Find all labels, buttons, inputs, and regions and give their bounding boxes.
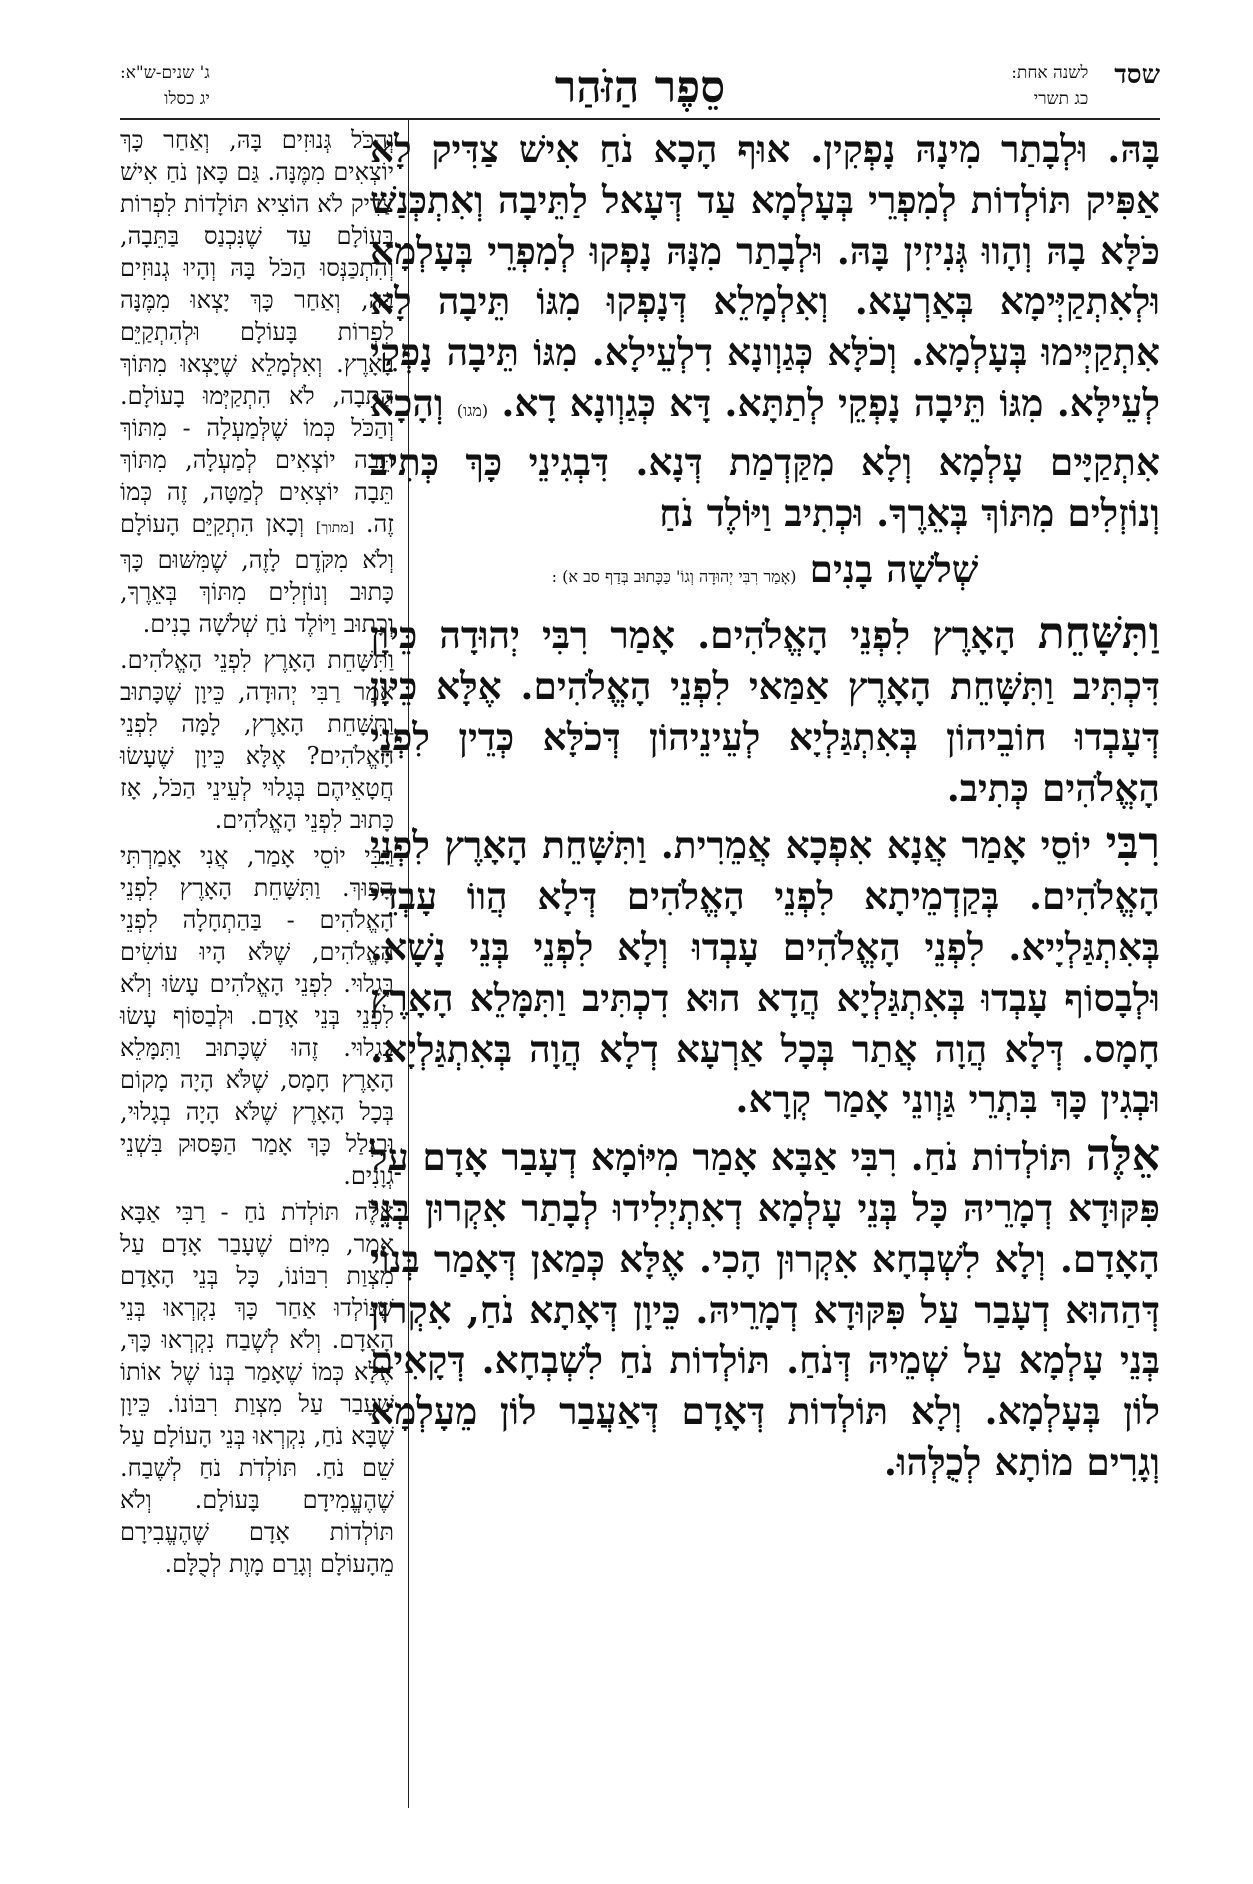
page-header: [120, 60, 1160, 118]
schedule-one-year: [1011, 60, 1088, 112]
header-divider: [120, 118, 1160, 120]
main-paragraph-2: [370, 609, 1160, 813]
book-title: סֵפֶר הַזֹּהַר: [554, 62, 726, 113]
page-number: שסד: [1114, 60, 1160, 90]
main-paragraph-4-text: תּוֹלְדוֹת נֹחַ. רִבִּי אַבָּא אָמַר מִיּוֹמָא דְעָבַר אָדָם עַל פִּקּוּדָא דְמָרֵיהּ כָּל בְּנֵי עָלְמָא דְאִתְיְלִידוּ לְבָתַר אִקְרוּן בְּנֵי הָאָדָם. וְלָא לִשְׁבְחָא אִקְרוּן הָכִי. אֶלָּא כְּמַאן דְּאָמַר בְּנוֹי דְּהַהוּא דְעָבַר עַל פִּקּוּדָא דְמָרֵיהּ. כֵּיוָן דְּאָתָא נֹחַ, אִקְרוּן בְּנֵי עָלְמָא עַל שְׁמֵיהּ דְּנֹחַ. תּוֹלְדוֹת נֹחַ לִשְׁבְחָא. דְּקָאִים לוֹן בְּעָלְמָא. וְלָא תּוֹלְדוֹת דְּאָדָם דְּאַעֲבַר לוֹן מֵעָלְמָא וְגָרִים מוֹתָא לְכֻלְּהוּ.: [370, 1135, 1160, 1484]
side-paragraph-4: אֵלֶּה תּוֹלְדֹת נֹחַ - רַבִּי אַבָּא אָמַר, מִיּוֹם שֶׁעָבַר אָדָם עַל מִצְוַת רִבּוֹנוֹ, כָּל בְּנֵי הָאָדָם שֶׁנּוֹלְדוּ אַחַר כָּךְ נִקְרְאוּ בְּנֵי הָאָדָם. וְלֹא לְשֶׁבַח נִקְרְאוּ כָּךְ, אֶלָּא כְּמוֹ שֶׁאָמַר בְּנוֹ שֶׁל אוֹתוֹ שֶׁעָבַר עַל מִצְוַת רִבּוֹנוֹ. כֵּיוָן שֶׁבָּא נֹחַ, נִקְרְאוּ בְּנֵי הָעוֹלָם עַל שֵׁם נֹחַ. תּוֹלְדֹת נֹחַ לְשֶׁבַח. שֶׁהֶעֱמִידָם בָּעוֹלָם. וְלֹא תּוֹלְדוֹת אָדָם שֶׁהֶעֱבִירָם מֵהָעוֹלָם וְגָרַם מָוֶת לְכֻלָּם.: [120, 1198, 394, 1578]
side-paragraph-1-marker: [מתוך]: [315, 520, 355, 536]
header-right: [1011, 60, 1160, 118]
side-paragraph-1-continuation: וְכָאן הִתְקַיֵּם הָעוֹלָם וְלֹא מִקֹּדֶם לָזֶה, שֶׁמִּשּׁוּם כָּךְ כָּתוּב וְנוֹזְלִים מִתּוֹךְ בְּאֵרֶךָ, וְכָתוּב וַיּוֹלֶד נֹחַ שְׁלֹשָׁה בָנִים.: [120, 510, 394, 638]
side-paragraph-1: [120, 124, 394, 640]
schedule-one-year-date: כג תשרי: [1033, 89, 1089, 109]
schedule-three-years-date: יג כסלו: [164, 89, 210, 109]
main-paragraph-4: [370, 1131, 1160, 1488]
side-paragraph-2: וַתִּשָּׁחֵת הָאָרֶץ לִפְנֵי הָאֱלֹהִים. אָמַר רַבִּי יְהוּדָה, כֵּיוָן שֶׁכָּתוּב וַתִּשָּׁחֵת הָאָרֶץ, לָמָּה לִפְנֵי הָאֱלֹהִים? אֶלָּא כֵּיוָן שֶׁעָשׂוּ חֲטָאֵיהֶם בְּגָלוּי לְעֵינֵי הַכֹּל, אָז כָּתוּב לִפְנֵי הָאֱלֹהִים.: [120, 646, 394, 834]
main-paragraph-2-opener: וַתִּשָּׁחֵת: [1037, 608, 1160, 660]
main-paragraph-3: [370, 819, 1160, 1125]
main-paragraph-1-marker: (מגו): [456, 400, 489, 420]
main-paragraph-3-opener: רִבִּי: [1105, 818, 1160, 870]
schedule-three-years-label: ג' שנים-ש"א:: [120, 63, 210, 83]
side-paragraph-1-text: וְהַכֹּל גְּנוּזִים בָּהּ, וְאַחַר כָּךְ יוֹצְאִים מִמֶּנָּה. גַּם כָּאן נֹחַ אִישׁ צַדִּיק לֹא הוֹצִיא תּוֹלָדוֹת לִפְרוֹת בָּעוֹלָם עַד שֶׁנִּכְנַס בַּתֵּבָה, וְהִתְכַּנְּסוּ הַכֹּל בָּהּ וְהָיוּ גְנוּזִים בָּהּ, וְאַחַר כָּךְ יָצְאוּ מִמֶּנָּה לִפְרוֹת בָּעוֹלָם וּלְהִתְקַיֵּם בָּאָרֶץ. וְאִלְמָלֵא שֶׁיָּצְאוּ מִתּוֹךְ הַתֵּבָה, לֹא הִתְקַיְּמוּ בָעוֹלָם. וְהַכֹּל כְּמוֹ שֶׁלְּמַעְלָה - מִתּוֹךְ תֵּבָה יוֹצְאִים לְמַעְלָה, מִתּוֹךְ תֵּבָה יוֹצְאִים לְמַטָּה, זֶה כְּמוֹ זֶה.: [120, 126, 394, 538]
main-paragraph-1-end-text: שְׁלֹשָׁה בָנִים: [809, 547, 979, 592]
schedule-one-year-label: לשנה אחת:: [1011, 63, 1089, 83]
main-paragraph-1-ending: [370, 544, 1160, 603]
main-paragraph-1-continuation: וְהָכָא אִתְקַיָּים עָלְמָא וְלָא מִקַּדְמַת דְּנָא. דִּבְגִינֵי כָּךְ כְּתִיב וְנוֹזְלִים מִתּוֹךְ בְּאֵרֶךָ. וּכְתִיב וַיּוֹלֶד נֹחַ: [370, 380, 1160, 535]
main-paragraph-1-reference-note: (אָמַר רִבִּי יְהוּדָה וְגוֹ' כַּכָּתוּב בְּדַף סב א) :: [551, 567, 797, 587]
hebrew-translation-column: [120, 124, 394, 1580]
schedule-three-years: [120, 60, 210, 112]
aramaic-main-column: [370, 124, 1160, 1488]
main-paragraph-1-text: בָּהּ. וּלְבָתַר מִינָהּ נָפְקִין. אוּף הָכָא נֹחַ אִישׁ צַדִּיק לָא אַפִּיק תּוֹלְדוֹת לְמִפְרֵי בְּעָלְמָא עַד דְּעָאל לַתֵּיבָה וְאִתְכְּנַשׁ כֹּלָּא בָהּ וְהָווּ גְּנִיזִין בָּהּ. וּלְבָתַר מִנָּהּ נָפְקוּ לְמִפְרֵי בְּעָלְמָא וּלְאִתְקַיְּימָא בְּאַרְעָא. וְאִלְמָלֵא דְּנָפְקוּ מִגּוֹ תֵּיבָה לָא אִתְקַיְּימוּ בְּעָלְמָא. וְכֹלָּא כְּגַוְונָא דִלְעֵילָא. מִגּוֹ תֵּיבָה נָפְקֵי לְעֵילָּא. מִגּוֹ תֵּיבָה נָפְקֵי לְתַתָּא. דָּא כְּגַוְונָא דָא.: [370, 127, 1160, 425]
main-paragraph-3-text: יוֹסֵי אָמַר אֲנָא אִפְכָא אֲמֵרִית. וַתִּשָּׁחֵת הָאָרֶץ לִפְנֵי הָאֱלֹהִים. בְּקַדְמֵיתָא לִפְנֵי הָאֱלֹהִים דְּלָא הֲווֹ עָבְדֵי בְּאִתְגַּלְיָיא. לִפְנֵי הָאֱלֹהִים עָבְדוּ וְלָא לִפְנֵי בְּנֵי נָשָׁא. וּלְבָסוֹף עָבְדוּ בְּאִתְגַּלְיָא הֲדָא הוּא דִכְתִּיב וַתִּמָּלֵא הָאָרֶץ חָמָס. דְּלָא הֲוָה אֲתַר בְּכָל אַרְעָא דְלָא הֲוָה בְּאִתְגַּלְיָא. וּבְגִין כָּךְ בִּתְרֵי גַּוְונֵי אָמַר קְרָא.: [370, 823, 1160, 1122]
main-paragraph-1: [370, 124, 1160, 538]
side-paragraph-3: רַבִּי יוֹסֵי אָמַר, אֲנִי אָמַרְתִּי הָפוּךְ. וַתִּשָּׁחֵת הָאָרֶץ לִפְנֵי הָאֱלֹהִים - בַּהַתְחָלָה לִפְנֵי הָאֱלֹהִים, שֶׁלֹּא הָיוּ עוֹשִׂים בְּגָלוּי. לִפְנֵי הָאֱלֹהִים עָשׂוּ וְלֹא לִפְנֵי בְּנֵי אָדָם. וּלְבַסּוֹף עָשׂוּ בְגָלוּי. זֶהוּ שֶׁכָּתוּב וַתִּמָּלֵא הָאָרֶץ חָמָס, שֶׁלֹּא הָיָה מָקוֹם בְּכָל הָאָרֶץ שֶׁלֹּא הָיָה בְגָלוּי, וּבִגְלַל כָּךְ אָמַר הַפָּסוּק בִּשְׁנֵי גְוָנִים.: [120, 842, 394, 1190]
main-paragraph-2-text: הָאָרֶץ לִפְנֵי הָאֱלֹהִים. אָמַר רִבִּי יְהוּדָה כֵּיוָן דִּכְתִּיב וַתִּשָּׁחֵת הָאָרֶץ אַמַּאי לִפְנֵי הָאֱלֹהִים. אֶלָּא כֵּיוָן דְּעָבְדוּ חוֹבֵיהוֹן בְּאִתְגַּלְיָא לְעֵינֵיהוֹן דְּכֹלָּא כְּדֵין לִפְנֵי הָאֱלֹהִים כְּתִיב.: [370, 613, 1160, 810]
main-paragraph-4-opener: אֵלֶּה: [1085, 1130, 1160, 1182]
